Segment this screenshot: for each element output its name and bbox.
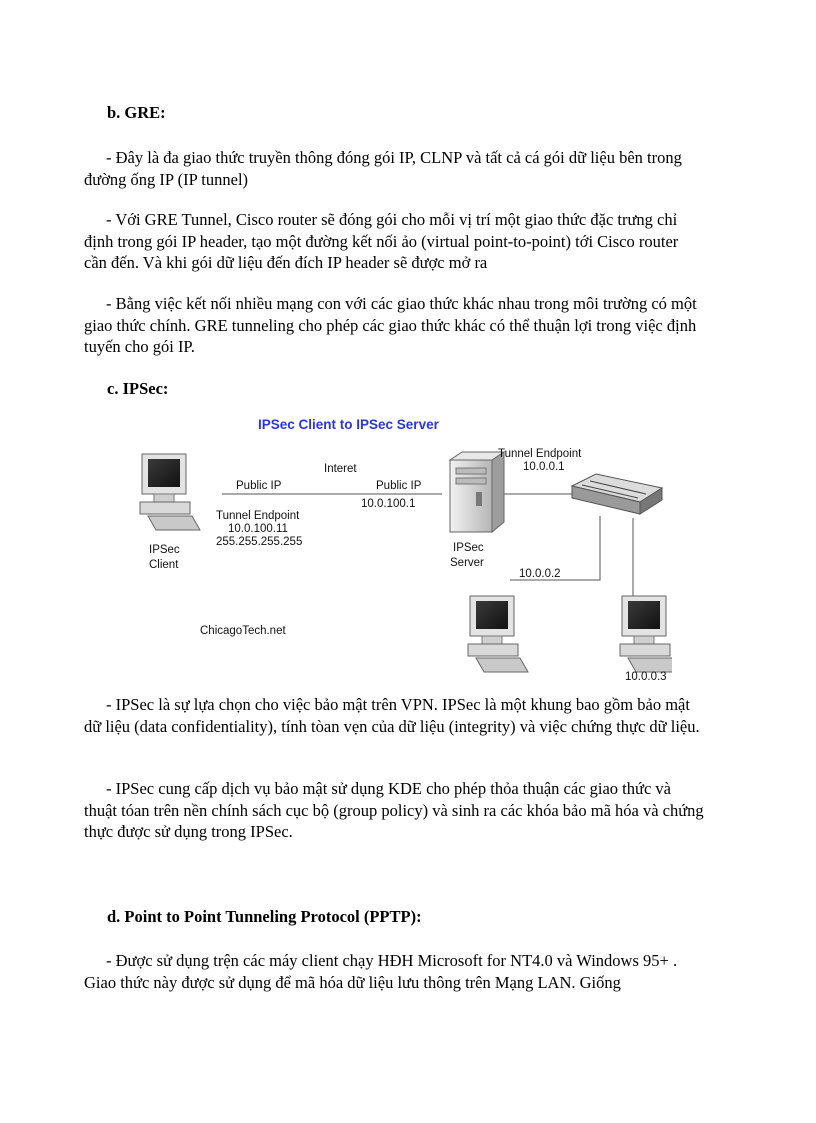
pptp-paragraph-1: - Được sử dụng trện các máy client chạy HĐH Microsoft for NT4.0 và Windows 95+ . Giao thức này được sử dụng để mã hóa dữ liệu lưu thông trên Mạng LAN. Giống (84, 951, 678, 992)
label-server-public-ip: 10.0.100.1 (361, 498, 416, 510)
gre-paragraph-1: - Đây là đa giao thức truyền thông đóng gói IP, CLNP và tất cả cá gói dữ liệu bên trong đường ống IP (IP tunnel) (84, 148, 682, 189)
network-switch-icon (572, 474, 662, 514)
label-client-mask: 255.255.255.255 (216, 536, 303, 548)
label-host2-ip: 10.0.0.2 (519, 568, 561, 580)
gre-paragraph-3: - Bằng việc kết nối nhiều mạng con với các giao thức khác nhau trong môi trường có một giao thức chính. GRE tunneling cho phép các giao thức khác có thể thuận lợi trong việc định tuyến cho gói IP. (84, 294, 697, 356)
watermark-text: ChicagoTech.net (200, 625, 286, 637)
label-switch-ip: 10.0.0.1 (523, 461, 565, 473)
label-client-tunnel-endpoint: Tunnel Endpoint (216, 510, 300, 522)
label-host3-ip: 10.0.0.3 (625, 671, 667, 683)
section-heading-pptp: d. Point to Point Tunneling Protocol (PPTP): (107, 907, 422, 926)
gre-paragraph-2: - Với GRE Tunnel, Cisco router sẽ đóng gói cho mỗi vị trí một giao thức đặc trưng chỉ định trong gói IP header, tạo một đường kết nối ảo (virtual point-to-point) tới Cisco router cần đến. Và khi gói dữ liệu đến đích IP header sẽ được mở ra (84, 210, 679, 272)
client-computer-icon (140, 454, 200, 530)
section-heading-ipsec: c. IPSec: (107, 379, 169, 398)
label-switch-tunnel-endpoint: Tunnel Endpoint (498, 448, 582, 460)
ipsec-paragraph-1: - IPSec là sự lựa chọn cho việc bảo mật trên VPN. IPSec là một khung bao gồm bảo mật dữ liệu (data confidentiality), tính tòan vẹn của dữ liệu (integrity) và việc chứng thực dữ liệu. (84, 695, 700, 736)
host-computer-icon-3 (620, 596, 672, 672)
label-client-name-1: IPSec (149, 544, 180, 556)
section-heading-gre: b. GRE: (107, 103, 166, 122)
label-interet: Interet (324, 463, 357, 475)
label-client-ip: 10.0.100.11 (228, 523, 288, 535)
host-computer-icon-2 (468, 596, 528, 672)
label-server-name-1: IPSec (453, 542, 484, 554)
label-public-ip-left: Public IP (236, 480, 282, 492)
server-icon (450, 452, 504, 532)
ipsec-paragraph-2: - IPSec cung cấp dịch vụ bảo mật sử dụng KDE cho phép thỏa thuận các giao thức và thuật tóan trên nền chính sách cục bộ (group policy) và sinh ra các khóa bảo mã hóa và chứng thực được sử dụng trong IPSec. (84, 779, 704, 841)
diagram-title: IPSec Client to IPSec Server (258, 417, 439, 432)
label-public-ip-right: Public IP (376, 480, 422, 492)
label-server-name-2: Server (450, 557, 484, 569)
label-client-name-2: Client (149, 559, 179, 571)
ipsec-network-diagram (112, 408, 672, 684)
